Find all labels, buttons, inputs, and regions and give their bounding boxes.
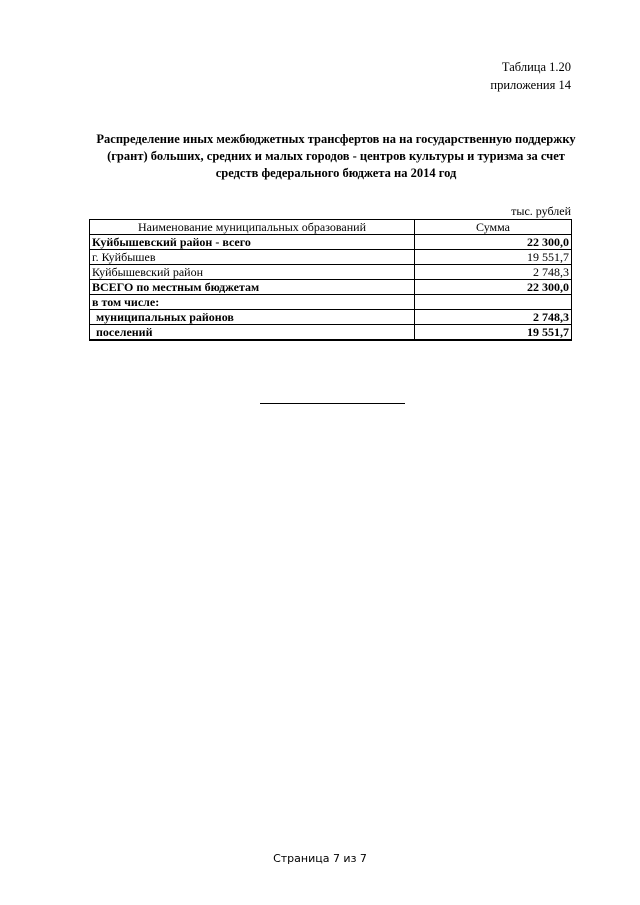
appendix-number: приложения 14 [490, 78, 571, 92]
row-name: Куйбышевский район - всего [90, 235, 415, 250]
units-label: тыс. рублей [511, 204, 571, 218]
row-name: муниципальных районов [90, 310, 415, 325]
table-row [90, 325, 572, 341]
row-sum: 2 748,3 [415, 265, 572, 280]
row-sum: 22 300,0 [415, 280, 572, 295]
table-row [90, 280, 572, 295]
row-name: поселений [90, 325, 415, 341]
row-name: в том числе: [90, 295, 415, 310]
document-title: Распределение иных межбюджетных трансфертов на на государственную поддержку (грант) больших, средних и малых городов - центров культуры и туризма за счет средств федерального бюджета на 2014 год [96, 132, 576, 180]
table-row [90, 310, 572, 325]
column-header-sum: Сумма [415, 220, 572, 235]
row-sum: 19 551,7 [415, 325, 572, 341]
row-name: Куйбышевский район [90, 265, 415, 280]
row-sum: 19 551,7 [415, 250, 572, 265]
table-row [90, 265, 572, 280]
table-row [90, 295, 572, 310]
table-row [90, 250, 572, 265]
column-header-name: Наименование муниципальных образований [90, 220, 415, 235]
row-sum [415, 295, 572, 310]
transfers-table [89, 219, 572, 341]
separator-line [260, 403, 405, 404]
page-number-footer: Страница 7 из 7 [273, 852, 367, 865]
table-header-row [90, 220, 572, 235]
row-name: ВСЕГО по местным бюджетам [90, 280, 415, 295]
row-name: г. Куйбышев [90, 250, 415, 265]
table-row [90, 235, 572, 250]
row-sum: 2 748,3 [415, 310, 572, 325]
row-sum: 22 300,0 [415, 235, 572, 250]
table-number: Таблица 1.20 [501, 60, 571, 74]
